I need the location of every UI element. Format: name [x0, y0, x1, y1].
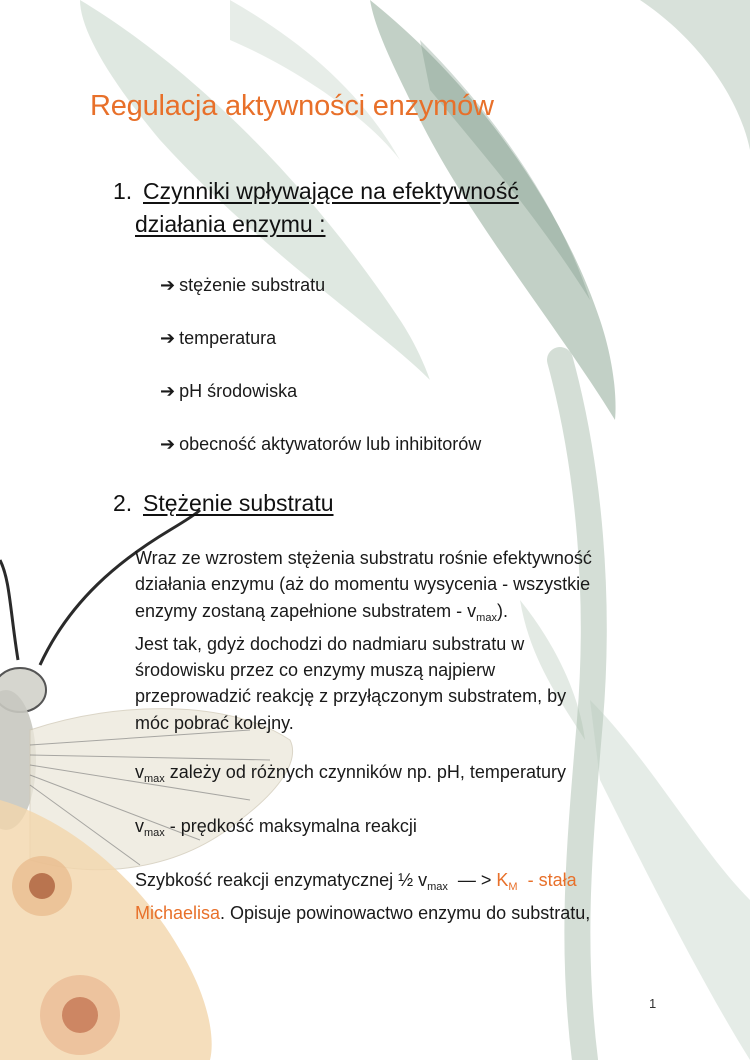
section1-number: 1. — [113, 178, 133, 204]
subscript: M — [508, 881, 518, 893]
page-number: 1 — [649, 996, 657, 1011]
list-item — [160, 275, 325, 296]
paragraph-line — [135, 900, 695, 926]
list-item-label: pH środowiska — [179, 381, 298, 401]
km-label: - stała — [517, 870, 577, 890]
list-item — [160, 381, 297, 402]
section2-heading: Stężenie substratu — [143, 490, 334, 516]
paragraph-line — [135, 867, 695, 900]
section2-number: 2. — [113, 490, 133, 516]
text-fragment: enzymy zostaną zapełnione substratem - v — [135, 600, 477, 621]
list-item — [160, 328, 276, 349]
paragraph-michaelis — [135, 867, 695, 927]
paragraph-line: móc pobrać kolejny. — [135, 712, 294, 733]
list-item-label: obecność aktywatorów lub inhibitorów — [179, 434, 482, 454]
paragraph-line — [135, 813, 695, 846]
arrow-right-icon: ➔ — [160, 275, 176, 295]
paragraph-line — [135, 598, 695, 631]
symbol-v: v — [135, 816, 144, 836]
subscript: max — [476, 611, 497, 624]
subscript: max — [427, 881, 448, 893]
section1-heading-line1: Czynniki wpływające na efektywność — [143, 178, 519, 204]
text-fragment: ). — [496, 600, 508, 621]
list-item-label: temperatura — [179, 328, 277, 348]
symbol-v: v — [135, 762, 144, 782]
arrow-right-icon: ➔ — [160, 328, 176, 348]
michaelis-term: Michaelisa — [135, 903, 221, 924]
paragraph-line: Jest tak, gdyż dochodzi do nadmiaru substratu w — [135, 633, 525, 654]
paragraph-vmax-definition — [135, 813, 695, 846]
paragraph-line: środowisku przez co enzymy muszą najpierw — [135, 660, 496, 681]
text-fragment: - prędkość maksymalna reakcji — [164, 816, 417, 836]
paragraph-line: działania enzymu (aż do momentu wysycenia - wszystkie — [135, 574, 591, 595]
section1-heading-line2: działania enzymu : — [135, 211, 326, 237]
paragraph-substrate — [135, 545, 695, 736]
paragraph-line: Wraz ze wzrostem stężenia substratu rośnie efektywność — [135, 548, 592, 568]
list-item-label: stężenie substratu — [179, 275, 326, 295]
text-fragment: . Opisuje powinowactwo enzymu do substratu, — [220, 903, 591, 924]
subscript: max — [144, 773, 165, 785]
arrow-text: — > — [447, 870, 497, 890]
list-item — [160, 434, 481, 455]
text-fragment: Szybkość reakcji enzymatycznej ½ v — [135, 870, 428, 890]
paragraph-line — [135, 759, 695, 792]
page-title: Regulacja aktywności enzymów — [90, 90, 494, 122]
paragraph-line: przeprowadzić reakcję z przyłączonym substratem, by — [135, 686, 567, 707]
km-symbol: K — [496, 870, 509, 890]
subscript: max — [144, 827, 165, 839]
text-fragment: zależy od różnych czynników np. pH, temperatury — [164, 762, 566, 782]
arrow-right-icon: ➔ — [160, 381, 176, 401]
arrow-right-icon: ➔ — [160, 434, 176, 454]
paragraph-vmax-factors — [135, 759, 695, 792]
